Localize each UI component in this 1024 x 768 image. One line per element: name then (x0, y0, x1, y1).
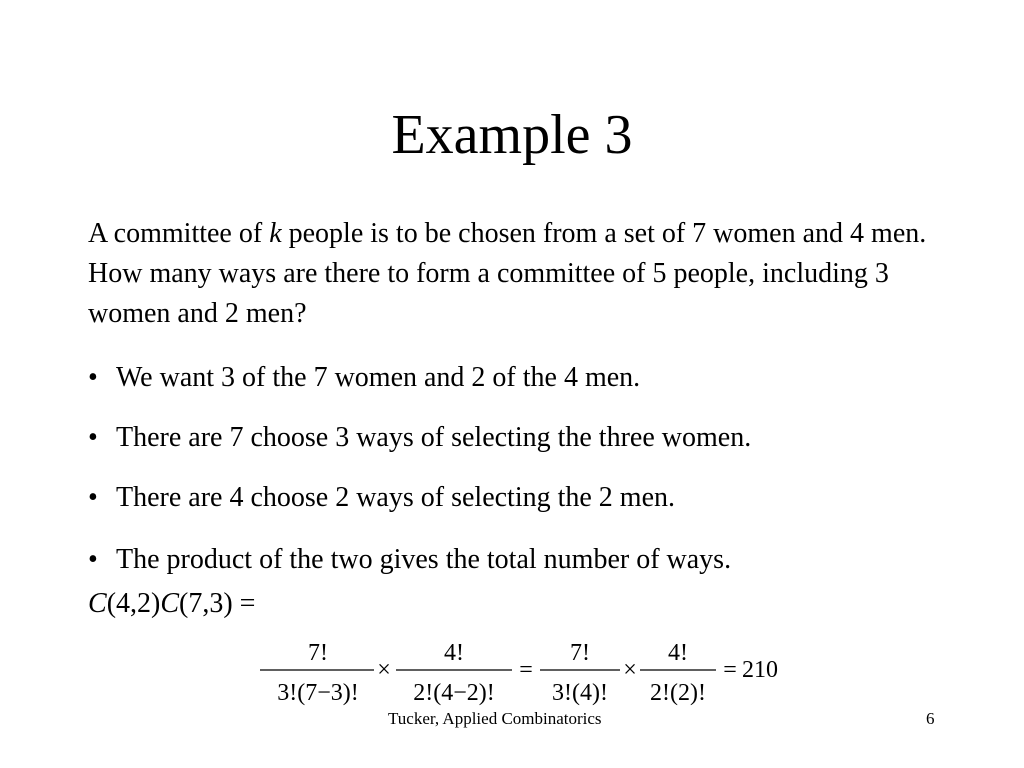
fraction-denominator: 3!(4)! (552, 680, 608, 706)
equals-sign: = (723, 657, 737, 683)
bullet-text: We want 3 of the 7 women and 2 of the 4 men. (116, 362, 641, 393)
problem-text-start: A committee of (88, 218, 270, 249)
factorial-equation (256, 632, 816, 712)
bullet-item (88, 478, 675, 518)
variable-k: k (269, 218, 282, 249)
bullet-item (88, 358, 640, 398)
bullet-marker: • (88, 362, 98, 393)
bullet-marker: • (88, 544, 98, 575)
c-args: (4,2) (106, 588, 161, 619)
bullet-item (88, 540, 731, 580)
bullet-text: There are 4 choose 2 ways of selecting the 2 men. (116, 482, 676, 513)
page-number: 6 (926, 709, 935, 728)
bullet-text: The product of the two gives the total number of ways. (116, 544, 732, 575)
bullet-item (88, 418, 751, 458)
fraction-denominator: 2!(4−2)! (413, 680, 495, 706)
fraction-numerator: 4! (444, 640, 464, 666)
slide-title: Example 3 (391, 104, 633, 166)
fraction-numerator: 7! (570, 640, 590, 666)
bullet-marker: • (88, 422, 98, 453)
fraction-denominator: 2!(2)! (650, 680, 706, 706)
c-symbol: C (88, 588, 107, 619)
footer-citation: Tucker, Applied Combinatorics (388, 709, 602, 728)
times-sign: × (377, 657, 391, 683)
times-sign: × (623, 657, 637, 683)
combination-expression (88, 584, 255, 624)
fraction-numerator: 7! (308, 640, 328, 666)
fraction-numerator: 4! (668, 640, 688, 666)
fraction-denominator: 3!(7−3)! (277, 680, 359, 706)
c-args: (7,3) = (179, 588, 256, 619)
equals-sign: = (519, 657, 533, 683)
problem-text-end: people is to be chosen from a set of 7 women and 4 men. How many ways are there to form a committee of 5 people, including 3 women and 2 men? (88, 218, 927, 329)
problem-statement (88, 214, 948, 334)
bullet-text: There are 7 choose 3 ways of selecting the three women. (116, 422, 752, 453)
c-symbol: C (160, 588, 180, 619)
equation-result: 210 (742, 657, 778, 683)
bullet-marker: • (88, 482, 98, 513)
